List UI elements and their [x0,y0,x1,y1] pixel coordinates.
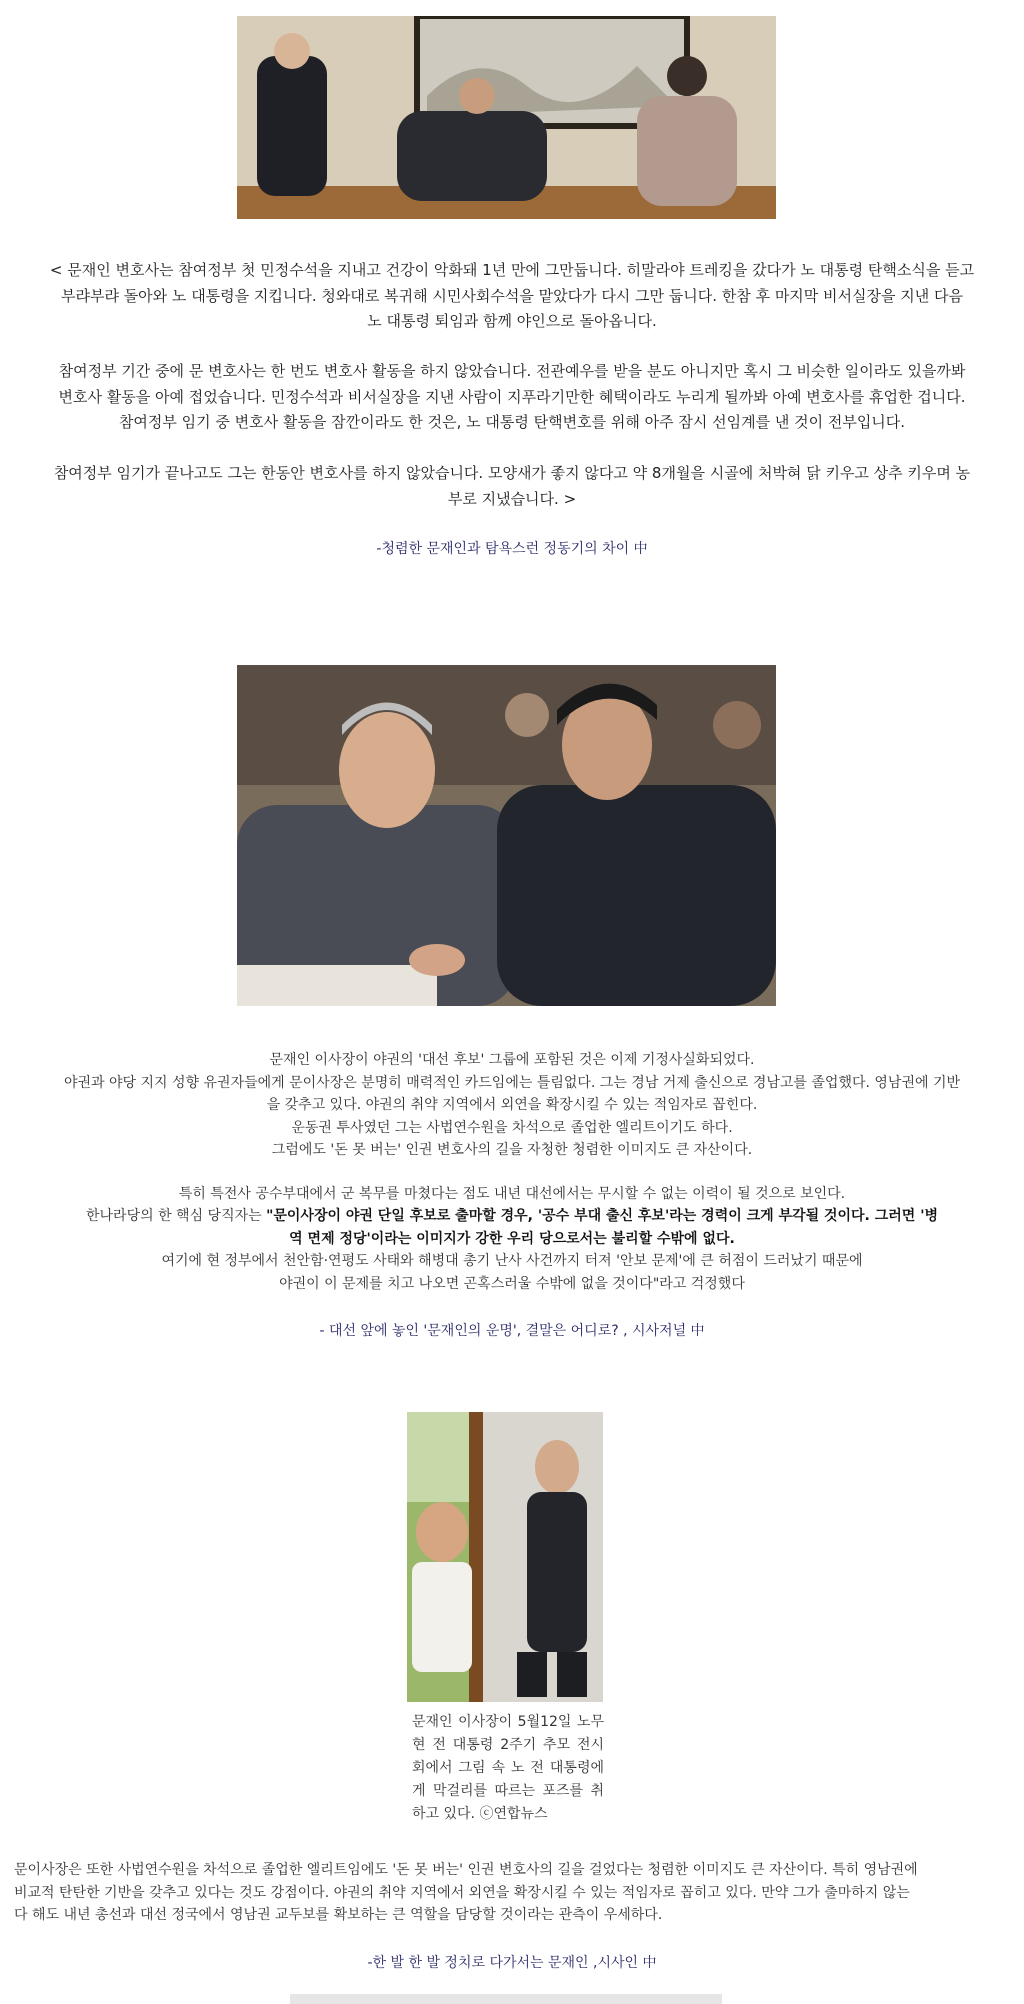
bold-quote: "문이사장이 야권 단일 후보로 출마할 경우, '공수 부대 출신 후보'라는 경력이 크게 부각될 것이다. 그러면 '병 [266,1208,938,1224]
source-citation-3: -한 발 한 발 정치로 다가서는 문재인 ,시사인 中 [367,1955,657,1971]
text-line [14,1205,1010,1228]
text-line: 부로 지냈습니다. > [447,489,577,508]
text-line: 참여정부 임기가 끝나고도 그는 한동안 변호사를 하지 않았습니다. 모양새가 좋지 않다고 약 8개월을 시골에 처박혀 닭 키우고 상추 키우며 농 [53,464,971,482]
text-line: 특히 특전사 공수부대에서 군 복무를 마쳤다는 점도 내년 대선에서는 무시할 수 없는 이력이 될 것으로 보인다. [178,1186,846,1202]
photo-caption: 문재인 이사장이 5월12일 노무현 전 대통령 2주기 추모 전시회에서 그림 속 노 전 대통령에게 막걸리를 따르는 포즈를 취하고 있다. ⓒ연합뉴스 [412,1714,604,1822]
text-line: 여기에 현 정부에서 천안함·연평도 사태와 해병대 총기 난사 사건까지 터져 '안보 문제'에 큰 허점이 드러났기 때문에 [161,1253,863,1269]
text-line: 다 해도 내년 총선과 대선 정국에서 영남권 교두보를 확보하는 큰 역할을 담당할 것이라는 관측이 우세하다. [14,1907,663,1923]
text-line: 문이사장은 또한 사법연수원을 차석으로 졸업한 엘리트임에도 '돈 못 버는' 인권 변호사의 길을 걸었다는 청렴한 이미지도 큰 자산이다. 특히 영남권에 [14,1862,918,1878]
text-span: 한나라당의 한 핵심 당직자는 [86,1208,267,1224]
text-line: 비교적 탄탄한 기반을 갖추고 있다는 것도 강점이다. 야권의 취약 지역에서 외연을 확장시킬 수 있는 적임자로 꼽히고 있다. 만약 그가 출마하지 않는 [14,1884,910,1901]
article-line-b [14,1183,1010,1206]
photo-two-men-talking [237,665,776,1006]
text-line: 운동권 투사였던 그는 사법연수원을 차석으로 졸업한 엘리트이기도 하다. [291,1119,733,1136]
source-citation-1: -청렴한 문재인과 탐욕스런 정동기의 차이 中 [376,541,648,557]
article-paragraph-3 [14,1859,1010,1927]
text-line: 그럼에도 '돈 못 버는' 인권 변호사의 길을 자청한 청렴한 이미지도 큰 자산이다. [271,1142,753,1158]
text-line: 참여정부 기간 중에 문 변호사는 한 번도 변호사 활동을 하지 않았습니다. 전관예우를 받을 분도 아니지만 혹시 그 비슷한 일이라도 있을까봐 [58,362,966,380]
quote-paragraph-1 [14,258,1010,335]
article-line-c [14,1205,1010,1295]
text-line: 을 갖추고 있다. 야권의 취약 지역에서 외연을 확장시킬 수 있는 적임자로 꼽힌다. [266,1097,758,1113]
photo-handing-gift [237,16,776,219]
bold-quote: 역 면제 정당'이라는 이미지가 강한 우리 당으로서는 불리할 수밖에 없다. [289,1230,735,1247]
text-line: < 문재인 변호사는 참여정부 첫 민정수석을 지내고 건강이 악화돼 1년 만에 그만둡니다. 히말라야 트레킹을 갔다가 노 대통령 탄핵소식을 듣고 [49,261,975,279]
quote-paragraph-2 [14,359,1010,436]
photo-painting-pose [407,1412,603,1702]
text-line: 참여정부 임기 중 변호사 활동을 잠깐이라도 한 것은, 노 대통령 탄핵변호를 위해 아주 잠시 선임계를 낸 것이 전부입니다. [118,413,906,431]
text-line: 부랴부랴 돌아와 노 대통령을 지킵니다. 청와대로 복귀해 시민사회수석을 맡았다가 다시 그만 둡니다. 한참 후 마지막 비서실장을 지낸 다음 [60,286,964,305]
text-line: 변호사 활동을 아예 접었습니다. 민정수석과 비서실장을 지낸 사람이 지푸라기만한 혜택이라도 누리게 될까봐 아예 변호사를 휴업한 겁니다. [58,387,966,406]
quote-paragraph-3 [14,461,1010,512]
text-line: 야권과 야당 지지 성향 유권자들에게 문이사장은 분명히 매력적인 카드임에는 틀림없다. 그는 경남 거제 출신으로 경남고를 졸업했다. 영남권에 기반 [64,1074,960,1091]
text-line: 노 대통령 퇴임과 함께 야인으로 돌아옵니다. [367,312,657,330]
text-line: 야권이 이 문제를 치고 나오면 곤혹스러울 수밖에 없을 것이다"라고 걱정했다 [279,1275,745,1292]
bottom-divider [290,1994,722,2004]
text-line: 문재인 이사장이 야권의 '대선 후보' 그룹에 포함된 것은 이제 기정사실화되었다. [269,1052,755,1068]
source-citation-2: - 대선 앞에 놓인 '문재인의 운명', 결말은 어디로? , 시사저널 中 [319,1323,705,1339]
article-lines-a [14,1049,1010,1162]
